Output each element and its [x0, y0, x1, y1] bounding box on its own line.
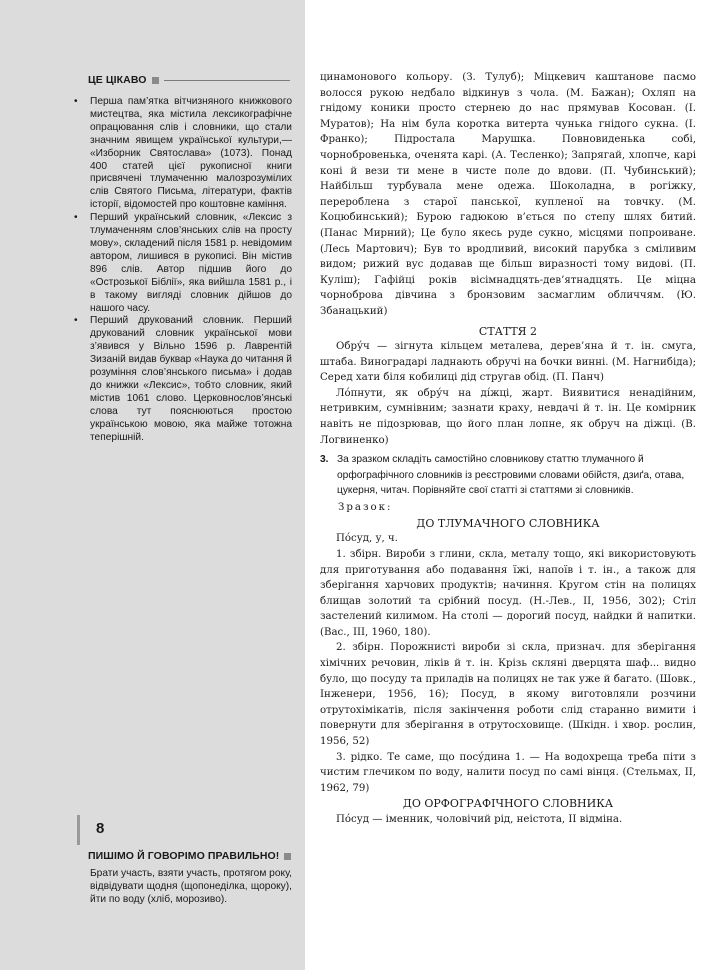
- lopnuty-entry: Ло́пнути, як обру́ч на ді́жці, жарт. Виявитися ненадійним, нетривким, сумнівним; зазнати краху, невдачі й т. ін. Це комірник навіть не підозрював, що його план лопне, як обруч на діжці. (В. Логвиненко): [320, 387, 696, 446]
- cikavo-item: • Перший друкований словник. Перший друкований словник української мови з’явився у Вільно 1596 р. Лаврентій Зизаній видав буквар «Наука до читання й розуміння слов’янського письма» і додав до книжки «Лексис», тобто словник, який містив 1061 слово. Церковнослов’янські слова тут пояснюються простою українською мовою, яка майже тотожна теперішній.: [74, 315, 292, 444]
- task-number: 3.: [320, 454, 329, 466]
- orfo-heading: ДО ОРФОГРАФІЧНОГО СЛОВНИКА: [402, 797, 614, 811]
- pravylno-text: Брати участь, взяти участь, протягом року, відвідувати щодня (щопонеділка, щороку), йти по воду (хліб, морозиво).: [90, 868, 292, 905]
- page-number-bar: [77, 815, 80, 845]
- heading-rule: [164, 80, 290, 81]
- posud-headword: По́суд, у, ч.: [336, 533, 398, 545]
- heading-square-marker: [152, 77, 159, 84]
- cikavo-heading-row: [88, 74, 290, 86]
- cikavo-list: [74, 96, 292, 444]
- tlumach-heading: ДО ТЛУМАЧНОГО СЛОВНИКА: [416, 516, 600, 530]
- obruch-entry: Обру́ч — зігнута кільцем металева, дерев’яна й т. ін. смуга, штаба. Виноградарі ладнають обручі на бочки винні. (М. Нагнибіда); Серед хати біля кобилиці дід стругав обід. (П. Панч): [320, 341, 696, 384]
- pravylno-heading: ПИШІМО Й ГОВОРІМО ПРАВИЛЬНО!: [88, 850, 280, 862]
- stattia2-heading: СТАТТЯ 2: [478, 324, 538, 338]
- heading-square-marker: [284, 853, 291, 860]
- page-number: 8: [96, 820, 105, 837]
- task-3: [320, 452, 696, 498]
- sense-1: 1. збірн. Вироби з глини, скла, металу тощо, які використовують для приготування або подавання їжі, напоїв і т. ін., а також для зберігання харчових продуктів; начиння. Кругом стін на полицях блищав золотий та срібний посуд. (Н.-Лев., II, 1956, 302); Стіл застелений килимом. На столі — дорогий посуд, найдки й напитки. (Вас., III, 1960, 180).: [320, 548, 696, 638]
- zrazok-label: Зразок:: [338, 502, 393, 514]
- orfo-entry: По́суд — іменник, чоловічий рід, неістота, II відміна.: [336, 814, 623, 826]
- pravylno-heading-row: [88, 850, 290, 862]
- cikavo-item: • Перша пам’ятка вітчизняного книжкового мистецтва, яка містила лексикографічне опрацювання слів і словники, що стали значним явищем української культури,— «Изборник Святослава» (1073). Понад 400 статей цієї рукописної книги присвячені тлумаченню малозрозумілих слів Святого Письма, літератури, фактів історії, відомостей про коштовне каміння.: [74, 96, 292, 212]
- intro-paragraph: цинамонового кольору. (З. Тулуб); Міцкевич каштанове пасмо волосся рукою недбало відкинув з чола. (М. Бажан); Охляп на гнідому коники просто стернею до нас прямував Косован. (І. Муратов); На нім була коротка витерта чунька гнідого сукна. (І. Франко); Підростала Марушка. Повновиденька собі, чорнобровенька, оченята карі. (А. Тесленко); Запрягай, хлопче, карі коні й вези ти мене в чисте поле до вдови. (П. Чубинський); Найбільш турбувала мене одежа. Шоколадна, в рогіжку, перероблена з старої панської, купленої на товчку. (М. Коцюбинський); Бурою гадюкою в’ється по степу шлях битий. (Панас Мирний); Це було якесь руде сукно, місцями попроиване. (Лесь Мартович); Був то вродливий, високий парубка з сміливим видом; рижий вус додавав ще більш виразності тому видові. (П. Куліш); Гафійці років вісімнадцять-дев’ятнадцять. Це міцна чорноброва дівчина з бронзовим засмаглим обличчям. (Ю. Збанацький): [320, 72, 696, 317]
- cikavo-heading: ЦЕ ЦІКАВО: [88, 74, 147, 86]
- task-text: За зразком складіть самостійно словникову статтю тлумачного й орфографічного словників із реєстровими словами обійстя, дзиґа, отава, цукерня, читач. Порівняйте свої статті зі статтями зі словників.: [337, 454, 685, 496]
- cikavo-item: • Перший український словник, «Лексис з тлумаченням слов’янських слів на просту мову», складений після 1581 р. невідомим автором, лишився в рукописі. Він містив 896 слів. Автор підшив його до «Острозької Біблії», яка вийшла 1581 р., і в такому вигляді словник дійшов до нашого часу.: [74, 212, 292, 315]
- sense-3: 3. рідко. Те саме, що посу́дина 1. — На водохреща треба піти з чистим глечиком по воду, налити посуд по самі вінця. (Стельмах, II, 1962, 79): [320, 751, 696, 794]
- sense-2: 2. збірн. Порожнисті вироби зі скла, признач. для зберігання хімічних речовин, ліків й т. ін. Крізь скляні дверцята шаф... видно було, що посуду та приладів на полицях не так уже й багато. (Шовк., Інженери, 1956, 16); Посуд, в якому виготовляли розчини отрутохімікатів, після закінчення роботи слід старанно вимити і повернути для зберігання в отрутосховище. (Шкідн. і хвор. рослин, 1956, 52): [320, 642, 696, 748]
- sidebar-panel: [0, 0, 305, 970]
- main-content: [320, 70, 696, 828]
